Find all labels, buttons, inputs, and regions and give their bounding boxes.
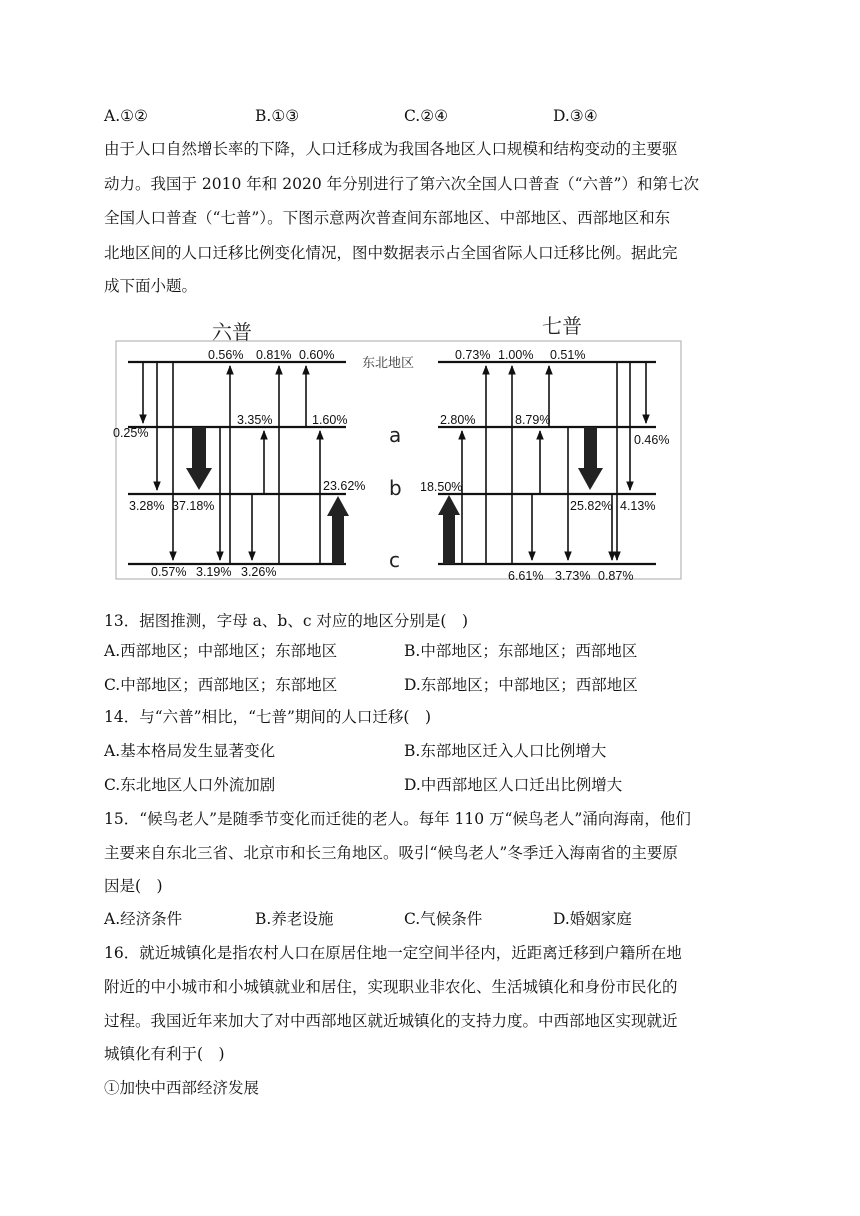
q13-stem: 13．据图推测，字母 a、b、c 对应的地区分别是( ) bbox=[104, 612, 469, 630]
left-pct-label: 0.56% bbox=[208, 348, 244, 362]
right-big-arrow-a-b-shaft bbox=[584, 427, 597, 469]
letter-c: c bbox=[389, 548, 400, 572]
intro-line-4: 北地区间的人口迁移比例变化情况，图中数据表示占全国省际人口迁移比例。据此完 bbox=[104, 244, 678, 262]
left-pct-label: 0.60% bbox=[299, 348, 335, 362]
right-pct-label: 1.00% bbox=[498, 348, 534, 362]
prev-option-b: B.①③ bbox=[255, 107, 300, 125]
q16-stem-line-1: 16．就近城镇化是指农村人口在原居住地一定空间半径内，近距离迁移到户籍所在地 bbox=[104, 944, 682, 962]
intro-line-5: 成下面小题。 bbox=[104, 277, 198, 295]
right-pct-label: 25.82% bbox=[570, 499, 613, 513]
intro-line-1: 由于人口自然增长率的下降，人口迁移成为我国各地区人口规模和结构变动的主要驱 bbox=[104, 140, 678, 158]
q14-option-c: C.东北地区人口外流加剧 bbox=[104, 776, 276, 794]
right-pct-label: 4.13% bbox=[620, 499, 656, 513]
right-pct-label: 8.79% bbox=[515, 413, 551, 427]
q14-option-b: B.东部地区迁入人口比例增大 bbox=[404, 742, 607, 760]
right-pct-label: 18.50% bbox=[420, 480, 463, 494]
q15-option-c: C.气候条件 bbox=[404, 910, 483, 928]
right-pct-label: 2.80% bbox=[440, 413, 476, 427]
right-pct-label: 6.61% bbox=[508, 569, 544, 583]
q16-stem-line-3: 过程。我国近年来加大了对中西部地区就近城镇化的支持力度。中西部地区实现就近 bbox=[104, 1012, 678, 1030]
left-pct-label: 3.26% bbox=[241, 565, 277, 579]
left-pct-label: 1.60% bbox=[312, 413, 348, 427]
q16-stem-line-2: 附近的中小城市和小城镇就业和居住，实现职业非农化、生活城镇化和身份市民化的 bbox=[104, 978, 678, 996]
q15-stem-line-2: 主要来自东北三省、北京市和长三角地区。吸引“候鸟老人”冬季迁入海南省的主要原 bbox=[104, 844, 678, 862]
right-pct-label: 0.73% bbox=[455, 348, 491, 362]
intro-line-3: 全国人口普查（“七普”）。下图示意两次普查间东部地区、中部地区、西部地区和东 bbox=[104, 209, 671, 227]
left-pct-label: 0.57% bbox=[151, 565, 187, 579]
prev-option-a: A.①② bbox=[104, 107, 148, 125]
letter-a: a bbox=[389, 423, 402, 447]
right-title: 七普 bbox=[542, 314, 582, 338]
q15-option-d: D.婚姻家庭 bbox=[553, 910, 632, 928]
q13-option-d: D.东部地区；中部地区；西部地区 bbox=[404, 676, 638, 694]
left-pct-label: 3.28% bbox=[129, 499, 165, 513]
q13-option-b: B.中部地区；东部地区；西部地区 bbox=[404, 642, 638, 660]
left-pct-label: 0.81% bbox=[256, 348, 292, 362]
left-pct-label: 23.62% bbox=[323, 479, 366, 493]
left-pct-label: 3.19% bbox=[196, 565, 232, 579]
left-pct-label: 0.25% bbox=[113, 426, 149, 440]
q14-stem: 14．与“六普”相比，“七普”期间的人口迁移( ) bbox=[104, 708, 432, 726]
prev-option-d: D.③④ bbox=[553, 107, 598, 125]
q15-option-a: A.经济条件 bbox=[104, 910, 183, 928]
northeast-label: 东北地区 bbox=[362, 356, 415, 371]
right-pct-label: 0.51% bbox=[550, 348, 586, 362]
right-pct-label: 3.73% bbox=[555, 569, 591, 583]
q16-stem-line-4: 城镇化有利于( ) bbox=[104, 1045, 225, 1063]
right-big-arrow-c-b-shaft bbox=[443, 514, 455, 564]
q16-option-1: ①加快中西部经济发展 bbox=[104, 1079, 260, 1097]
q14-option-a: A.基本格局发生显著变化 bbox=[104, 742, 276, 760]
left-title: 六普 bbox=[212, 320, 252, 344]
right-pct-label: 0.87% bbox=[598, 569, 634, 583]
intro-line-2: 动力。我国于 2010 年和 2020 年分别进行了第六次全国人口普查（“六普”）和第七次 bbox=[104, 175, 699, 193]
q13-option-c: C.中部地区；西部地区；东部地区 bbox=[104, 676, 338, 694]
left-big-arrow-a-b-shaft bbox=[192, 427, 206, 469]
prev-option-c: C.②④ bbox=[404, 107, 449, 125]
right-pct-label: 0.46% bbox=[634, 433, 670, 447]
q15-stem-line-3: 因是( ) bbox=[104, 877, 163, 895]
migration-figure bbox=[0, 0, 860, 600]
q13-option-a: A.西部地区；中部地区；东部地区 bbox=[104, 642, 338, 660]
left-pct-label: 3.35% bbox=[237, 413, 273, 427]
letter-b: b bbox=[389, 476, 402, 500]
q15-stem-line-1: 15．“候鸟老人”是随季节变化而迁徙的老人。每年 110 万“候鸟老人”涌向海南，他们 bbox=[104, 810, 691, 828]
left-pct-label: 37.18% bbox=[172, 499, 215, 513]
q14-option-d: D.中西部地区人口迁出比例增大 bbox=[404, 776, 623, 794]
left-big-arrow-c-b-shaft bbox=[332, 515, 344, 564]
q15-option-b: B.养老设施 bbox=[255, 910, 334, 928]
